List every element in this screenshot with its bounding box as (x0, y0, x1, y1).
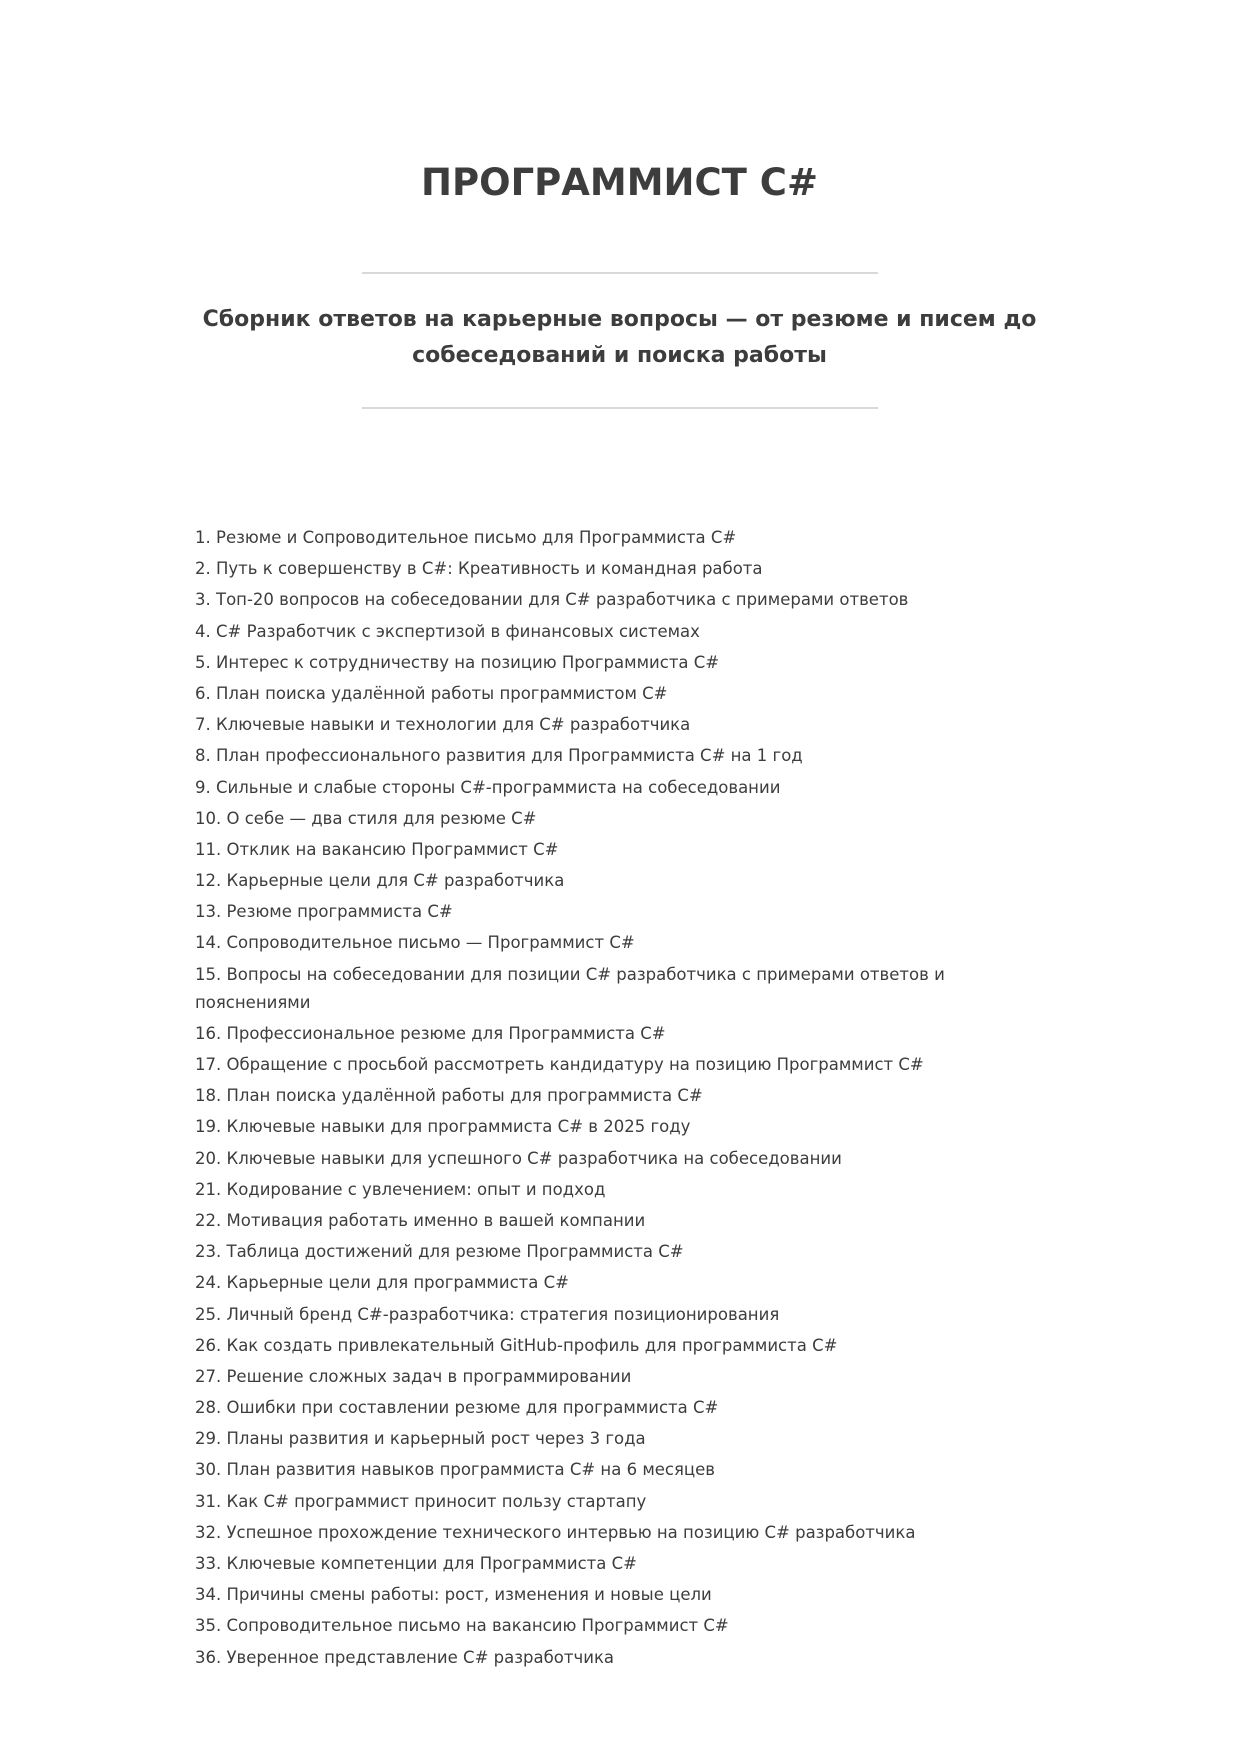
toc-item: 6. План поиска удалённой работы программистом C# (195, 683, 668, 703)
toc-item: 11. Отклик на вакансию Программист C# (195, 839, 559, 859)
toc-item: 18. План поиска удалённой работы для программиста C# (195, 1086, 703, 1106)
toc-item: 13. Резюме программиста C# (195, 902, 453, 922)
toc-item: 3. Топ-20 вопросов на собеседовании для C# разработчика с примерами ответов (195, 590, 909, 610)
toc-item: 19. Ключевые навыки для программиста C# в 2025 году (195, 1117, 691, 1137)
toc-item: 16. Профессиональное резюме для Программиста C# (195, 1023, 666, 1043)
page-subtitle: Сборник ответов на карьерные вопросы — от резюме и писем до собеседований и поиска работы (202, 307, 1037, 368)
toc-item: 7. Ключевые навыки и технологии для C# разработчика (195, 715, 691, 735)
toc-item: 20. Ключевые навыки для успешного C# разработчика на собеседовании (195, 1148, 842, 1168)
toc-item: 2. Путь к совершенству в C#: Креативность и командная работа (195, 559, 763, 579)
toc-item: 17. Обращение с просьбой рассмотреть кандидатуру на позицию Программист C# (195, 1055, 924, 1074)
toc-item: 26. Как создать привлекательный GitHub-профиль для программиста C# (195, 1335, 838, 1355)
toc-item: 1. Резюме и Сопроводительное письмо для Программиста C# (195, 528, 737, 547)
divider-bottom (362, 407, 878, 409)
toc-item: 14. Сопроводительное письмо — Программист C# (195, 933, 635, 953)
toc-item: 27. Решение сложных задач в программировании (195, 1366, 632, 1386)
toc-item: 8. План профессионального развития для Программиста C# на 1 год (195, 746, 803, 766)
toc-item: 36. Уверенное представление C# разработчика (195, 1647, 615, 1667)
page-title: ПРОГРАММИСТ C# (421, 161, 818, 204)
toc-item: 28. Ошибки при составлении резюме для программиста C# (195, 1398, 719, 1418)
toc-item: 9. Сильные и слабые стороны C#-программиста на собеседовании (195, 777, 781, 797)
toc-item: 34. Причины смены работы: рост, изменения и новые цели (195, 1585, 712, 1605)
toc-item: 12. Карьерные цели для C# разработчика (195, 871, 565, 891)
toc-item: 25. Личный бренд C#-разработчика: стратегия позиционирования (195, 1304, 780, 1324)
toc-item: 29. Планы развития и карьерный рост через 3 года (195, 1429, 646, 1449)
toc-item: 33. Ключевые компетенции для Программиста C# (195, 1554, 637, 1573)
toc-item: 22. Мотивация работать именно в вашей компании (195, 1210, 646, 1230)
toc-item: 30. План развития навыков программиста C# на 6 месяцев (195, 1460, 716, 1480)
toc-item: 15. Вопросы на собеседовании для позиции C# разработчика с примерами ответов и пояснениями (195, 964, 945, 1012)
toc-item: 4. C# Разработчик с экспертизой в финансовых системах (195, 621, 700, 641)
toc-item: 35. Сопроводительное письмо на вакансию Программист C# (195, 1616, 729, 1636)
toc-item: 5. Интерес к сотрудничеству на позицию Программиста C# (195, 652, 720, 672)
toc-list (195, 524, 1044, 1672)
toc-item: 23. Таблица достижений для резюме Программиста C# (195, 1242, 684, 1262)
toc-item: 32. Успешное прохождение технического интервью на позицию C# разработчика (195, 1522, 916, 1542)
toc-item: 21. Кодирование с увлечением: опыт и подход (195, 1179, 606, 1199)
toc-item: 31. Как C# программист приносит пользу стартапу (195, 1491, 647, 1511)
divider-top (362, 272, 878, 274)
toc-item: 10. О себе — два стиля для резюме C# (195, 808, 537, 828)
toc-item: 24. Карьерные цели для программиста C# (195, 1273, 569, 1293)
